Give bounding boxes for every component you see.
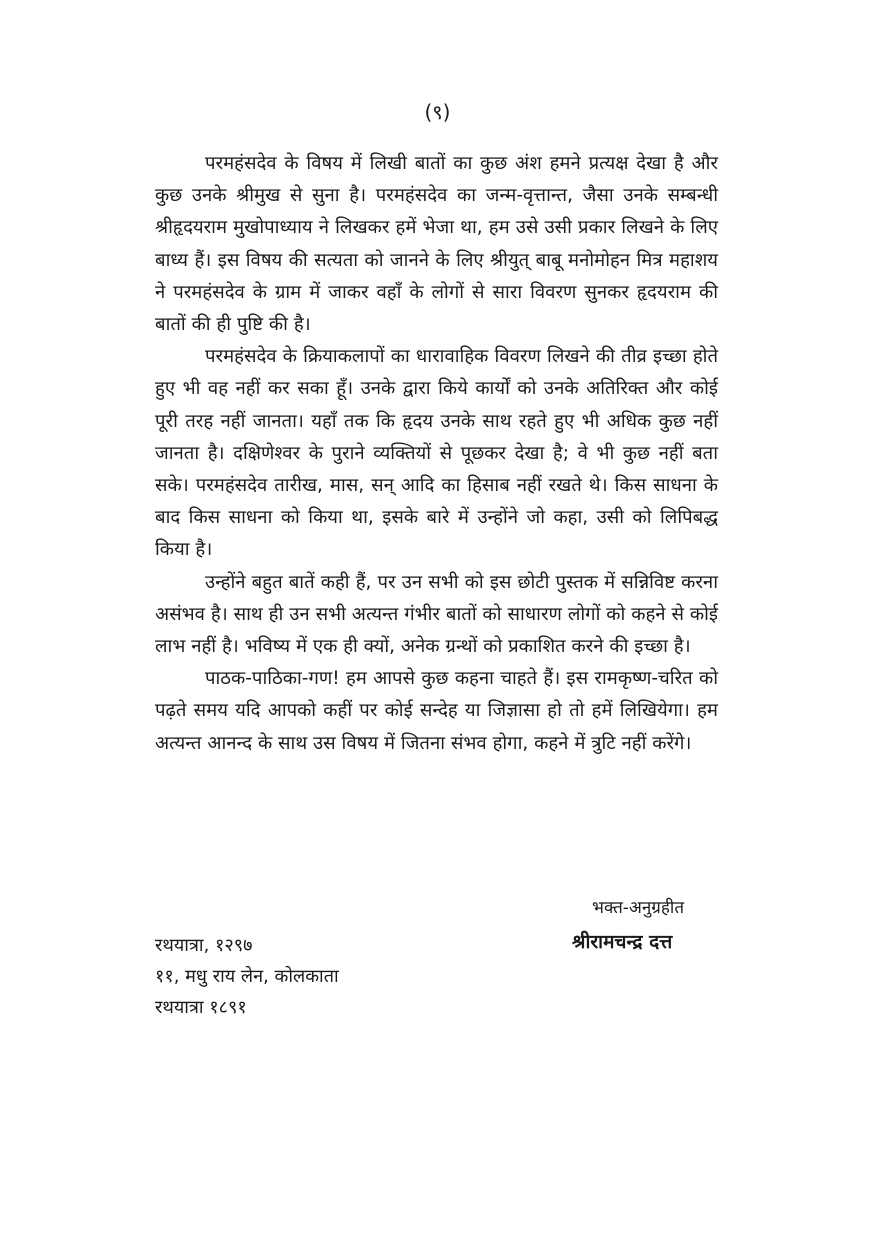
footer-date-line: रथयात्रा, १२९७ xyxy=(155,935,253,956)
body-text xyxy=(155,148,718,760)
paragraph-1: परमहंसदेव के विषय में लिखी बातों का कुछ अंश हमने प्रत्यक्ष देखा है और कुछ उनके श्रीमुख से सुना है। परमहंसदेव का जन्म-वृत्तान्त, जैसा उनके सम्बन्धी श्रीहृदयराम मुखोपाध्याय ने लिखकर हमें भेजा था, हम उसे उसी प्रकार लिखने के लिए बाध्य हैं। इस विषय की सत्यता को जानने के लिए श्रीयुत् बाबू मनोमोहन मित्र महाशय ने परमहंसदेव के ग्राम में जाकर वहाँ के लोगों से सारा विवरण सुनकर हृदयराम की बातों की ही पुष्टि की है। xyxy=(155,153,718,336)
signoff-label: भक्त-अनुग्रहीत xyxy=(592,898,685,918)
paragraph-3: उन्होंने बहुत बातें कही हैं, पर उन सभी को इस छोटी पुस्तक में सन्निविष्ट करना असंभव है। साथ ही उन सभी अत्यन्त गंभीर बातों को साधारण लोगों को कहने से कोई लाभ नहीं है। भविष्य में एक ही क्यों, अनेक ग्रन्थों को प्रकाशित करने की इच्छा है। xyxy=(155,571,718,658)
paragraph-4: पाठक-पाठिका-गण! हम आपसे कुछ कहना चाहते हैं। इस रामकृष्ण-चरित को पढ़ते समय यदि आपको कहीं पर कोई सन्देह या जिज्ञासा हो तो हमें लिखियेगा। हम अत्यन्त आनन्द के साथ उस विषय में जितना संभव होगा, कहने में त्रुटि नहीं करेंगे। xyxy=(155,668,718,754)
footer-address-line: ११, मधु राय लेन, कोलकाता xyxy=(155,966,339,987)
author-signature: श्रीरामचन्द्र दत्त xyxy=(572,931,673,953)
footer-year-line: रथयात्रा १८९१ xyxy=(155,997,247,1018)
paragraph-2: परमहंसदेव के क्रियाकलापों का धारावाहिक विवरण लिखने की तीव्र इच्छा होते हुए भी वह नहीं कर सका हूँ। उनके द्वारा किये कार्यों को उनके अतिरिक्त और कोई पूरी तरह नहीं जानता। यहाँ तक कि हृदय उनके साथ रहते हुए भी अधिक कुछ नहीं जानता है। दक्षिणेश्वर के पुराने व्यक्तियों से पूछकर देखा है; वे भी कुछ नहीं बता सके। परमहंसदेव तारीख, मास, सन् आदि का हिसाब नहीं रखते थे। किस साधना के बाद किस साधना को किया था, इसके बारे में उन्होंने जो कहा, उसी को लिपिबद्ध किया है। xyxy=(155,346,718,561)
page-number: (९) xyxy=(424,100,451,124)
